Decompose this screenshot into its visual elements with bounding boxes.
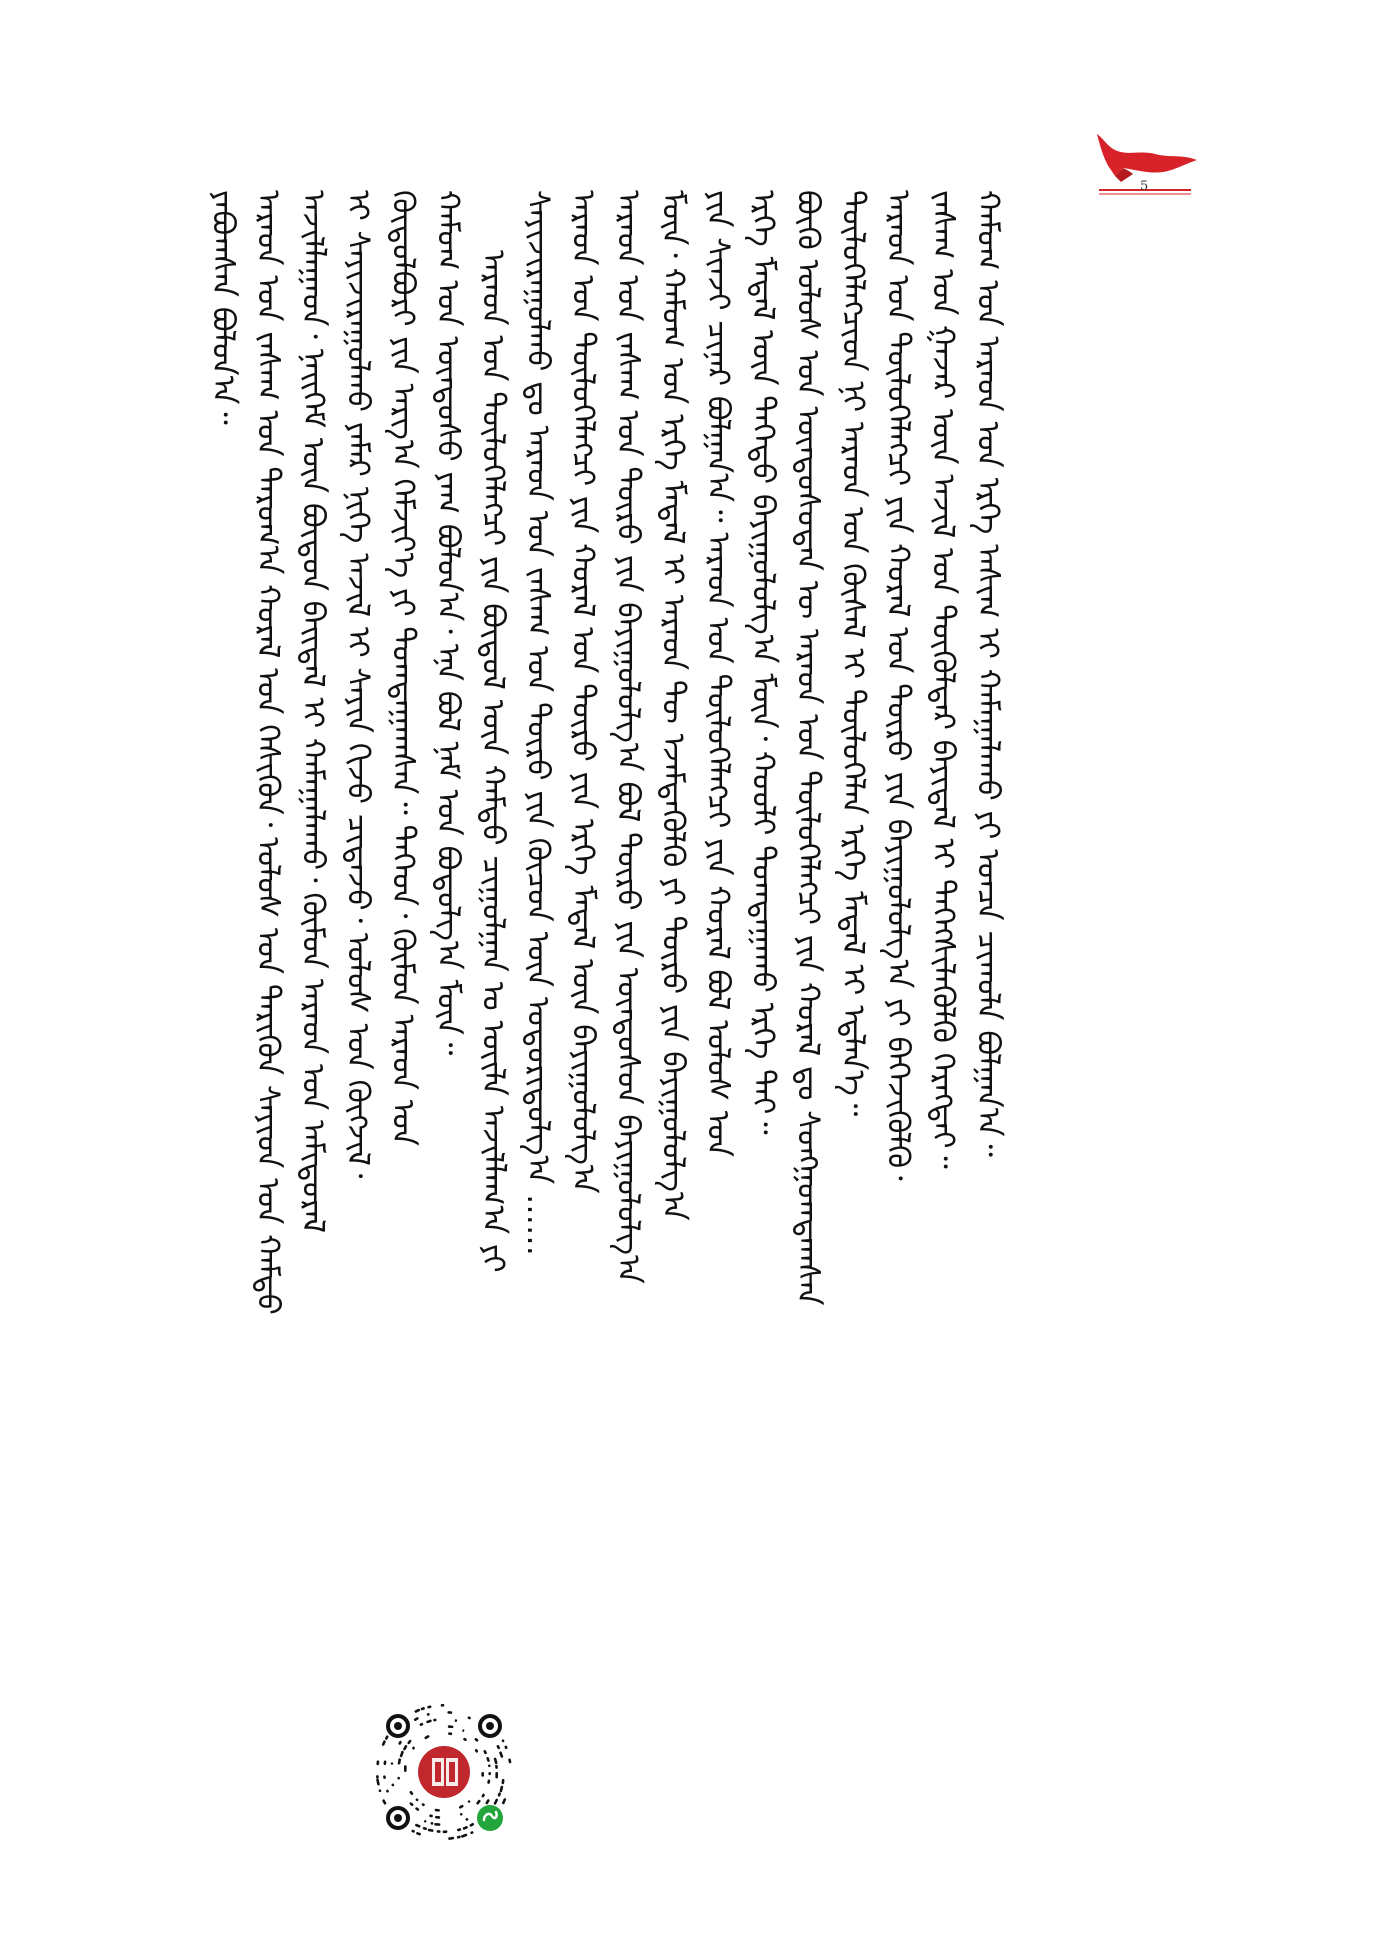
- text-line: ᠪᠦᠬᠦ ᠤᠯᠤᠰ ᠤᠨ ᠦᠨᠳᠦᠰᠦᠲᠡᠨ ᠦ ᠠᠷᠠᠳ ᠤᠨ ᠲᠥᠯᠦᠭᠡᠯᠡᠭᠴᠢ ᠶᠢᠨ ᠬᠤᠷᠠᠯ ᠳᠤ ᠰᠤᠩᠭᠤᠭᠳᠠᠭᠰᠠᠨ: [790, 190, 826, 1306]
- qr-dot: [447, 1711, 452, 1714]
- text-line: ᠠᠷᠠᠳ ᠤᠨ ᠵᠠᠰᠠᠭ ᠤᠨ ᠳᠠᠷᠤᠭ᠎ᠠ ᠬᠤᠷᠠᠯ ᠤᠨ ᠭᠡᠰᠢᠭᠦᠨ᠂ ᠤᠯᠤᠰ ᠤᠨ ᠲᠡᠷᠢᠭᠦᠨ ᠰᠠᠶᠢᠳ ᠤᠨ ᠬᠠᠮᠲᠤ: [250, 190, 286, 1315]
- text-line: ᠠᠷᠠᠳ ᠤᠨ ᠲᠥᠯᠦᠭᠡᠯᠡᠭᠴᠢ ᠶᠢᠨ ᠬᠤᠷᠠᠯ ᠤᠨ ᠲᠥᠷᠥ ᠶᠢᠨ ᠪᠠᠶᠢᠭᠤᠯᠤᠯᠭ᠎ᠠ ᠶᠢ ᠪᠡᠬᠡᠵᠢᠭᠦᠯᠬᠦ᠂: [880, 190, 916, 1181]
- text-line: ᠠᠷᠠᠳ ᠤᠨ ᠵᠠᠰᠠᠭ ᠤᠨ ᠲᠥᠷᠥ ᠶᠢᠨ ᠪᠠᠶᠢᠭᠤᠯᠤᠯᠭ᠎ᠠ ᠪᠣᠯ ᠲᠥᠷᠥ ᠶᠢᠨ ᠦᠨᠳᠦᠰᠦᠨ ᠪᠠᠶᠢᠭᠤᠯᠤᠯᠭ᠎ᠠ: [610, 190, 646, 1284]
- qr-dot: [441, 1704, 445, 1707]
- page-number: 5: [1140, 179, 1149, 194]
- text-line: ᠢ ᠰᠠᠶᠢᠵᠢᠷᠠᠭᠤᠯᠬᠤ ᠶᠠᠮᠠᠷ ᠨᠢᠭᠡ ᠠᠵᠢᠯ ᠢ ᠰᠠᠶᠢᠨ ᠬᠢᠵᠦ ᠴᠢᠳᠠᠵᠤ᠂ ᠤᠯᠤᠰ ᠤᠨ ᠬᠥᠭᠵᠢᠯ᠂: [340, 190, 376, 1179]
- text-line: ᠲᠥᠯᠦᠭᠡᠯᠡᠭᠴᠢᠳ ᠨᠢ ᠠᠷᠠᠳ ᠤᠨ ᠬᠦᠰᠡᠯ ᠢ ᠲᠥᠯᠦᠭᠡᠯᠡᠨ ᠡᠷᠬᠡ ᠮᠡᠳᠡᠯ ᠢ ᠡᠳ᠋ᠯᠡᠨ᠎ᠡ᠃: [835, 190, 871, 1117]
- qr-code-badge[interactable]: [368, 1696, 520, 1848]
- qr-dot: [437, 1830, 441, 1833]
- text-line: ᠶᠠᠪᠤᠭᠰᠠᠨ ᠪᠣᠯᠤᠨ᠎ᠠ᠃: [205, 190, 241, 425]
- qr-dot: [495, 1772, 498, 1779]
- qr-dot: [448, 1725, 454, 1728]
- mini-program-icon: [477, 1805, 503, 1831]
- text-line: ᠠᠵᠢᠯᠯᠠᠭᠠᠳ᠂ ᠨᠡᠢᠭᠡᠮ ᠦᠨ ᠪᠦᠲᠦᠨ ᠪᠠᠢᠳᠠᠯ ᠢ ᠬᠠᠮᠠᠭᠠᠯᠠᠬᠤ᠂ ᠬᠦᠮᠦᠨ ᠠᠷᠠᠳ ᠤᠨ ᠠᠮᠢᠳᠤᠷᠠᠯ: [295, 190, 331, 1234]
- qr-dot: [443, 1830, 448, 1833]
- qr-dot: [434, 1823, 440, 1826]
- text-line: ᠰᠠᠶᠢᠵᠢᠷᠠᠭᠤᠯᠬᠤ ᠳᠤ ᠠᠷᠠᠳ ᠤᠨ ᠵᠠᠰᠠᠭ ᠤᠨ ᠲᠦᠷᠦ ᠶᠢᠨ ᠬᠦᠴᠦᠨ ᠦᠨ ᠤᠳᠤᠷᠢᠳᠤᠯᠭ᠎ᠠ ……: [520, 190, 556, 1256]
- text-line: ᠵᠠᠰᠠᠭ ᠤᠨ ᠭᠠᠵᠠᠷ ᠦᠨ ᠠᠵᠢᠯ ᠤᠨ ᠲᠥᠭᠥᠯᠳᠡᠷ ᠪᠠᠶᠢᠳᠠᠯ ᠢ ᠳᠡᠭᠡᠭᠰᠢᠯᠡᠭᠦᠯᠬᠦ ᠬᠡᠷᠡᠭᠲᠡᠢ᠃: [925, 190, 961, 1169]
- qr-dot: [404, 1765, 407, 1772]
- text-line: ᠬᠠᠮᠤᠭ ᠤᠨ ᠠᠷᠠᠳ ᠤᠨ ᠡᠷᠬᠡ ᠠᠰᠢᠭ ᠢ ᠬᠠᠮᠠᠭᠠᠯᠠᠬᠤ ᠶᠢ ᠣᠨᠴᠠ ᠴᠢᠬᠤᠯᠠ ᠪᠣᠯᠭᠠᠨ᠎ᠠ᠃: [970, 190, 1006, 1157]
- text-line: ᠠᠷᠠᠳ ᠤᠨ ᠲᠥᠯᠦᠭᠡᠯᠡᠭᠴᠢ ᠶᠢᠨ ᠬᠤᠷᠠᠯ ᠤᠨ ᠲᠥᠷᠥ ᠶᠢᠨ ᠡᠷᠬᠡ ᠮᠡᠳᠡᠯ ᠦᠨ ᠪᠠᠶᠢᠭᠤᠯᠤᠯᠭ᠎ᠠ: [565, 190, 601, 1194]
- text-line: ᠶᠢᠨ ᠰᠢᠨᠵᠢ ᠴᠢᠨᠠᠷ ᠪᠣᠯᠭᠠᠨ᠎ᠠ᠃ ᠠᠷᠠᠳ ᠤᠨ ᠲᠥᠯᠦᠭᠡᠯᠡᠭᠴᠢ ᠶᠢᠨ ᠬᠤᠷᠠᠯ ᠪᠣᠯ ᠤᠯᠤᠰ ᠤᠨ: [700, 190, 736, 1157]
- text-line: ᠮᠥᠨ᠂ ᠬᠠᠮᠤᠭ ᠤᠨ ᠡᠷᠬᠡ ᠮᠡᠳᠡᠯ ᠢ ᠠᠷᠠᠳ ᠲᠦ ᠡᠵᠡᠮᠳᠡᠭᠦᠯᠬᠦ ᠶᠢ ᠲᠥᠷᠥ ᠶᠢᠨ ᠪᠠᠶᠢᠭᠤᠯᠤᠯᠭ᠎ᠠ: [655, 190, 691, 1221]
- qr-dot: [481, 1772, 484, 1777]
- qr-dot: [488, 1772, 491, 1775]
- text-line: ᠬᠥᠲᠥᠯᠪᠦᠷᠢ ᠶᠢᠨ ᠠᠷᠭ᠎ᠠ ᠬᠡᠮᠵᠢᠶ᠎ᠡ ᠶᠢ ᠲᠣᠭᠲᠠᠭᠠᠭᠰᠠᠨ᠃ ᠲᠡᠭᠡᠳ᠂ ᠬᠦᠮᠦᠨ ᠠᠷᠠᠳ ᠤᠨ: [385, 190, 421, 1146]
- text-line: ᠬᠠᠮᠤᠭ ᠤᠨ ᠦᠨᠳᠦᠰᠦ ᠶᠠᠭ ᠪᠤᠯᠤᠨ᠎ᠠ᠂ ᠡᠨᠡ ᠪᠣᠯ ᠨᠠᠮ ᠤᠨ ᠪᠣᠳᠣᠯᠭ᠎ᠠ ᠮᠥᠨ᠃: [430, 190, 466, 1056]
- text-line: ᠡᠷᠬᠡ ᠮᠡᠳᠡᠯ ᠦᠨ ᠳᠡᠭᠡᠳᠦ ᠪᠠᠶᠢᠭᠤᠯᠤᠯᠭ᠎ᠠ ᠮᠥᠨ᠂ ᠬᠤᠤᠯᠢ ᠲᠣᠭᠲᠠᠭᠠᠬᠤ ᠡᠷᠬᠡ ᠲᠠᠢ᠃: [745, 190, 781, 1135]
- qr-dot: [435, 1816, 440, 1819]
- body-text: [200, 190, 1160, 1750]
- text-line: ᠠᠷᠠᠳ ᠤᠨ ᠲᠥᠯᠦᠭᠡᠯᠡᠭᠴᠢ ᠶᠢᠨ ᠪᠦᠲᠦᠯ ᠦᠨ ᠬᠠᠮᠲᠤ ᠴᠢᠭᠤᠯᠭᠠᠨ ᠤ ᠦᠢᠯᠡ ᠠᠵᠢᠯᠯᠠᠭ᠎ᠠ ᠶᠢ: [475, 250, 511, 1273]
